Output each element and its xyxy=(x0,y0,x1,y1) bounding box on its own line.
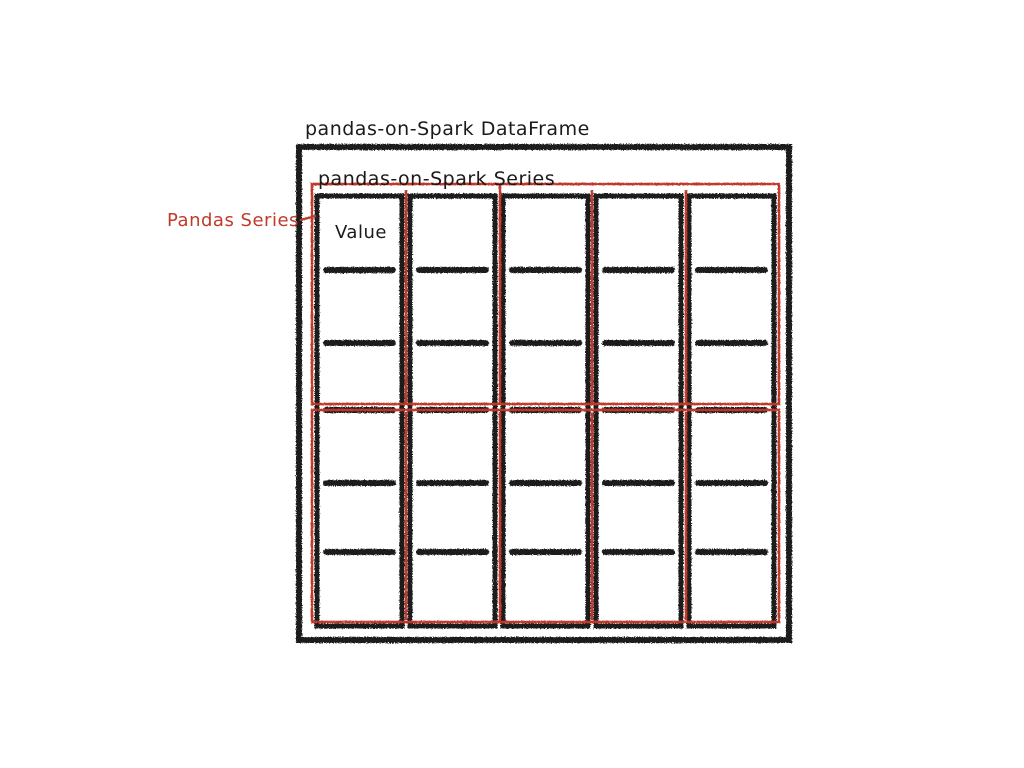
pandas-series-partition-1 xyxy=(312,184,779,404)
dataframe-outer-box xyxy=(299,147,789,640)
label-series: pandas-on-Spark Series xyxy=(318,168,556,190)
label-value: Value xyxy=(335,222,387,243)
label-pandas-series: Pandas Series xyxy=(167,210,299,231)
pandas-series-partitions xyxy=(312,184,779,622)
pandas-series-partition-2 xyxy=(312,410,779,622)
label-dataframe: pandas-on-Spark DataFrame xyxy=(305,118,590,140)
pandas-series-leader xyxy=(300,216,316,220)
